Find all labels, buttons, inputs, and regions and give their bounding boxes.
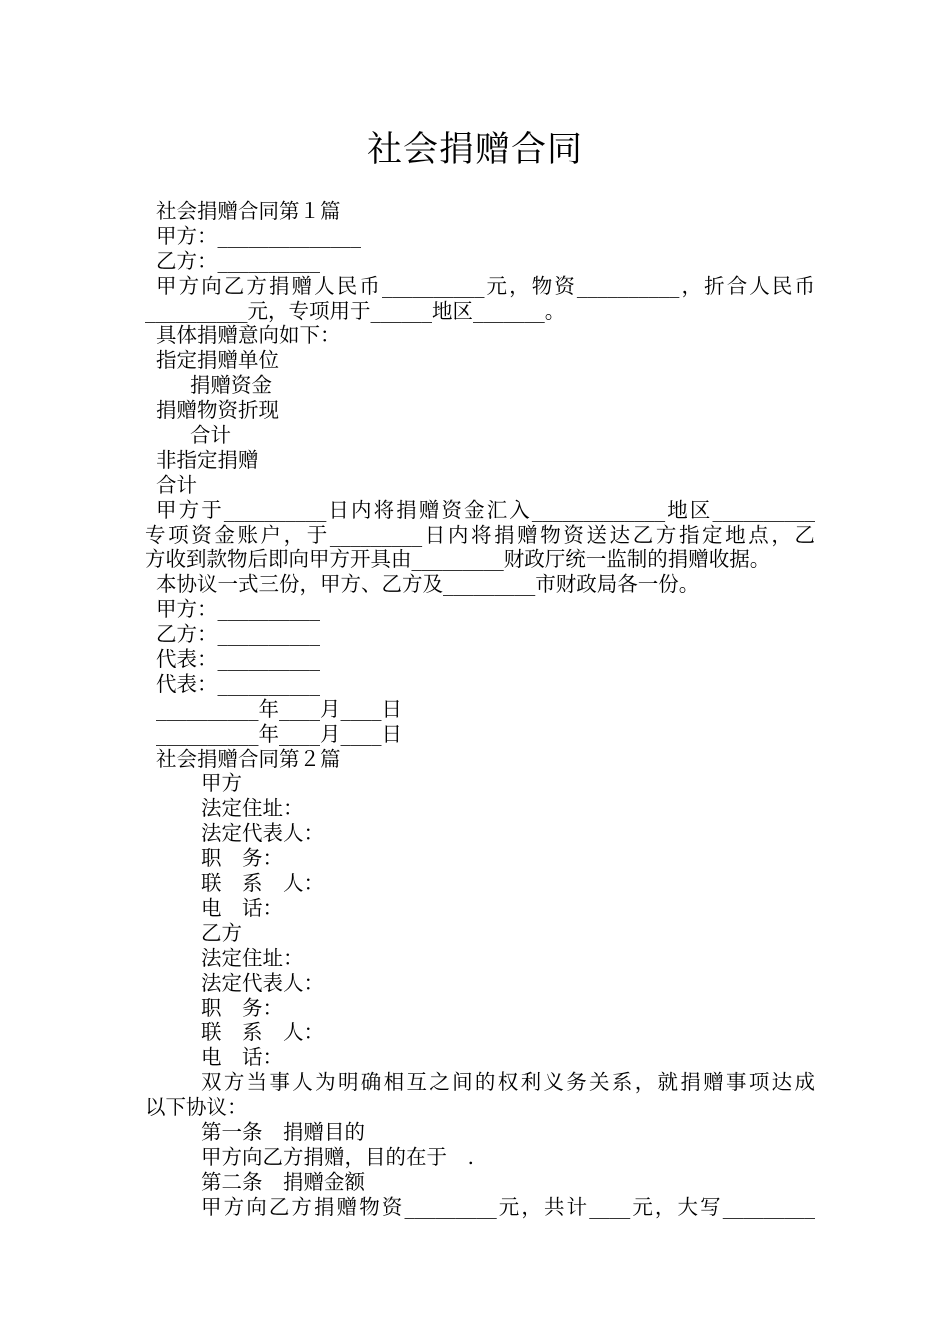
party-b-line: 乙方：__________ [156,248,320,273]
text-line: 非指定捐赠 [156,447,259,472]
text-line: 捐赠资金 [190,373,272,398]
text-line: 法定代表人： [201,821,324,846]
text-line: 法定住址： [201,945,304,970]
text-line: 电 话： [201,1045,283,1070]
date-line: __________年____月____日 [156,696,402,721]
text-line: 乙方 [201,920,242,945]
text-line: 联 系 人： [201,1020,324,1045]
text-line: 合计 [156,472,197,497]
text-line: 指定捐赠单位 [156,348,279,373]
text-line: 甲方向乙方捐赠，目的在于 . [201,1144,475,1169]
text-line: 捐赠物资折现 [156,398,279,423]
signature-line: 代表：__________ [156,671,320,696]
agreement-intro-line: 以下协议： [145,1095,248,1120]
agreement-intro-line: 双方当事人为明确相互之间的权利义务关系，就捐赠事项达成 [201,1070,815,1095]
text-line: 职 务： [201,846,283,871]
text-line: 甲方 [201,771,242,796]
text-line: 合计 [190,423,231,448]
donation-clause-line: 甲方向乙方捐赠人民币__________元，物资__________，折合人民币 [156,273,815,298]
section-heading: 社会捐赠合同第２篇 [156,746,341,771]
copies-clause-line: 本协议一式三份，甲方、乙方及_________市财政局各一份。 [156,572,700,597]
party-a-line: 甲方：______________ [156,223,361,248]
article-heading: 第一条 捐赠目的 [201,1119,365,1144]
date-line: __________年____月____日 [156,721,402,746]
signature-line: 代表：__________ [156,647,320,672]
donation-clause-line: __________元，专项用于______地区_______。 [145,298,566,323]
remittance-clause-line: 甲方于__________日内将捐赠资金汇入_____________地区__________ [156,497,815,522]
article-heading: 第二条 捐赠金额 [201,1169,365,1194]
section-heading: 社会捐赠合同第１篇 [156,199,341,223]
remittance-clause-line: 专项资金账户，于_________日内将捐赠物资送达乙方指定地点，乙 [145,522,815,547]
text-line: 甲方向乙方捐赠物资_________元，共计____元，大写_________ [201,1194,815,1219]
text-line: 法定住址： [201,796,304,821]
document-body [145,199,815,1220]
text-line: 电 话： [201,895,283,920]
text-line: 联 系 人： [201,871,324,896]
text-line: 职 务： [201,995,283,1020]
remittance-clause-line: 方收到款物后即向甲方开具由_________财政厅统一监制的捐赠收据。 [145,547,771,572]
signature-line: 甲方：__________ [156,597,320,622]
document-title: 社会捐赠合同 [366,130,583,170]
signature-line: 乙方：__________ [156,622,320,647]
text-line: 具体捐赠意向如下： [156,323,341,348]
text-line: 法定代表人： [201,970,324,995]
